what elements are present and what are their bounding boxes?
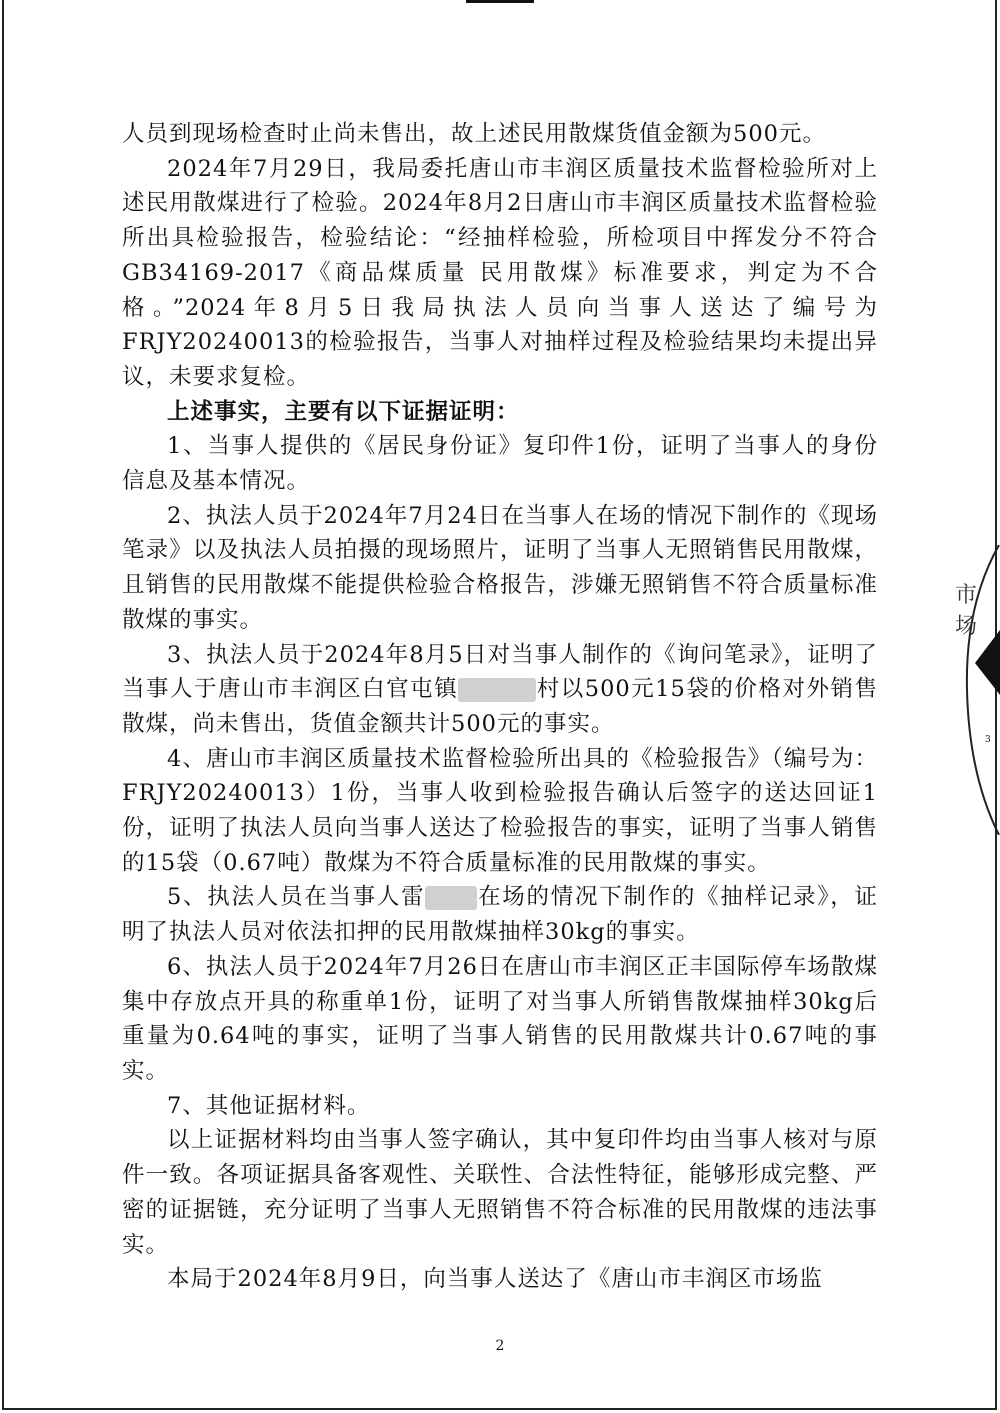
paragraph-evidence-heading: 上述事实，主要有以下证据证明： xyxy=(167,398,520,425)
paragraph-evidence-3 xyxy=(122,638,878,742)
paragraph-continuation: 人员到现场检查时止尚未售出，故上述民用散煤货值金额为500元。 xyxy=(122,121,826,147)
evidence-3-text-before: 3、执法人员于2024年8月5日对当事人制作的《询问笔录》，证明了当事人于唐山市丰润区白官屯镇 xyxy=(122,641,878,703)
redaction-block xyxy=(425,886,477,910)
paragraph-evidence-4: 4、唐山市丰润区质量技术监督检验所出具的《检验报告》（编号为：FRJY20240013）1份，当事人收到检验报告确认后签字的送达回证1份，证明了执法人员向当事人送达了检验报告的事实，证明了当事人销售的15袋（0.67吨）散煤为不符合质量标准的民用散煤的事实。 xyxy=(122,745,878,876)
evidence-5-text-before: 5、执法人员在当事人雷 xyxy=(167,884,426,911)
evidence-3-text-after: 村以500元15袋的价格对外销售散煤，尚未售出，货值金额共计500元的事实。 xyxy=(122,676,878,737)
paragraph-evidence-summary: 以上证据材料均由当事人签字确认，其中复印件均由当事人核对与原件一致。各项证据具备客观性、关联性、合法性特征，能够形成完整、严密的证据链，充分证明了当事人无照销售不符合标准的民用散煤的违法事实。 xyxy=(122,1127,878,1258)
document-body xyxy=(122,117,878,1297)
evidence-5-text-after: 在场的情况下制作的《抽样记录》，证明了执法人员对依法扣押的民用散煤抽样30kg的事实。 xyxy=(122,884,878,946)
seal-digit: 3 xyxy=(985,735,991,745)
paragraph-inspection: 2024年7月29日，我局委托唐山市丰润区质量技术监督检验所对上述民用散煤进行了检验。2024年8月2日唐山市丰润区质量技术监督检验所出具检验报告，检验结论：“经抽样检验，所检项目中挥发分不符合GB34169-2017《商品煤质量 民用散煤》标准要求，判定为不合格。”2024年8月5日我局执法人员向当事人送达了编号为FRJY20240013的检验报告，当事人对抽样过程及检验结果均未提出异议，未要求复检。 xyxy=(122,155,878,390)
paragraph-notice: 本局于2024年8月9日，向当事人送达了《唐山市丰润区市场监 xyxy=(167,1266,823,1293)
seal-text: 市场 xyxy=(955,583,980,639)
paragraph-evidence-2: 2、执法人员于2024年7月24日在当事人在场的情况下制作的《现场笔录》以及执法人员拍摄的现场照片，证明了当事人无照销售民用散煤，且销售的民用散煤不能提供检验合格报告，涉嫌无照销售不符合质量标准散煤的事实。 xyxy=(122,502,878,633)
paragraph-evidence-6: 6、执法人员于2024年7月26日在唐山市丰润区正丰国际停车场散煤集中存放点开具的称重单1份，证明了对当事人所销售散煤抽样30kg后重量为0.64吨的事实，证明了当事人销售的民用散煤共计0.67吨的事实。 xyxy=(122,953,878,1084)
redaction-block xyxy=(458,678,536,702)
paragraph-evidence-5 xyxy=(122,880,878,949)
page-number: 2 xyxy=(495,1338,505,1354)
paragraph-evidence-7: 7、其他证据材料。 xyxy=(167,1092,371,1119)
paragraph-evidence-1: 1、当事人提供的《居民身份证》复印件1份，证明了当事人的身份信息及基本情况。 xyxy=(122,433,878,495)
top-binding-mark xyxy=(466,0,534,3)
